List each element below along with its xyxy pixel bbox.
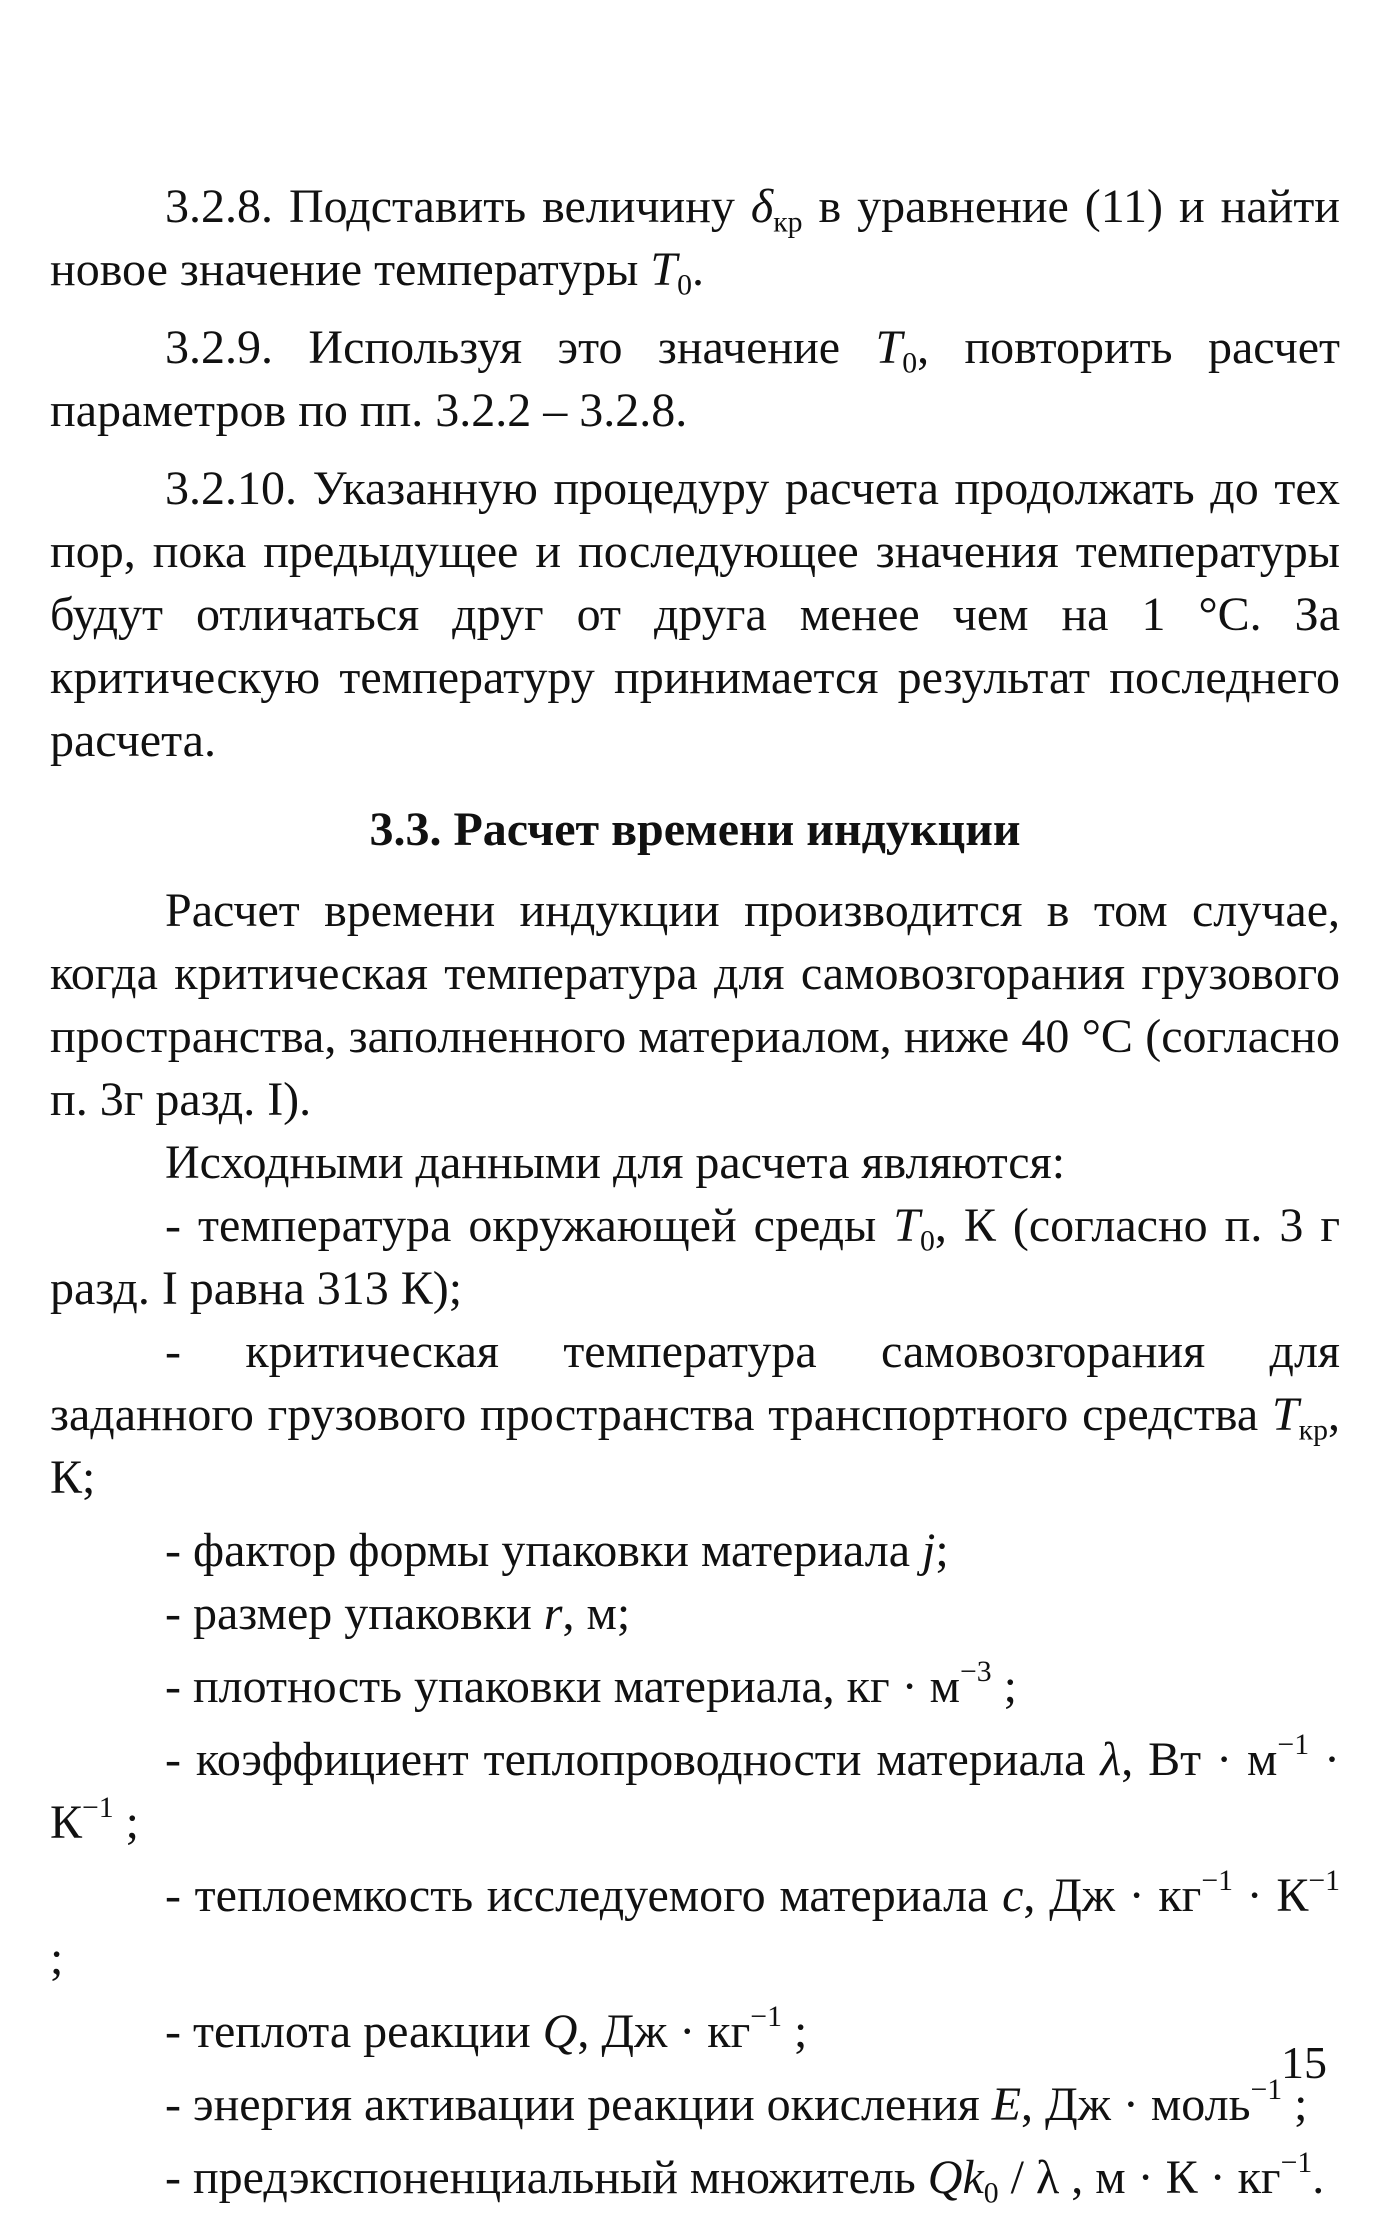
text: ; bbox=[50, 1932, 64, 1985]
text: ; bbox=[125, 1796, 140, 1849]
text: - температура окружающей среды bbox=[165, 1199, 877, 1252]
clause-number: 3.2.10. bbox=[165, 462, 297, 515]
subscript: 0 bbox=[920, 1224, 935, 1258]
paragraph-3-2-9 bbox=[50, 316, 1340, 442]
text: · К bbox=[1233, 1869, 1309, 1922]
text: , м; bbox=[562, 1587, 631, 1640]
text: , Дж · моль bbox=[1021, 2078, 1251, 2131]
text: ; bbox=[793, 2005, 808, 2058]
subscript: кр bbox=[773, 205, 803, 239]
section-intro: Расчет времени индукции производится в том случае, когда критическая температура для самовозгорания грузового пространства, заполненного материалом, ниже 40 °С (согласно п. 3г разд. I). bbox=[50, 884, 1340, 1126]
subscript: 0 bbox=[983, 2176, 999, 2210]
list-item bbox=[50, 1655, 1340, 1718]
text: Используя это значение bbox=[308, 321, 841, 374]
text: - плотность упаковки материала, кг · м bbox=[165, 1660, 960, 1713]
list-item bbox=[50, 1194, 1340, 1320]
symbol: T bbox=[1271, 1388, 1299, 1441]
text: . bbox=[1312, 2151, 1325, 2204]
text: Подставить величину bbox=[288, 180, 735, 233]
paragraph-3-2-10 bbox=[50, 457, 1340, 772]
text: ; bbox=[1294, 2078, 1308, 2131]
text: - критическая температура самовозгорания для заданного грузового пространства транспортного средства bbox=[50, 1325, 1340, 1441]
text: - фактор формы упаковки материала bbox=[165, 1524, 911, 1577]
text: - теплоемкость исследуемого материала bbox=[165, 1869, 989, 1922]
list-item bbox=[50, 2073, 1340, 2136]
symbol: c bbox=[1002, 1869, 1024, 1922]
text: - коэффициент теплопроводности материала bbox=[165, 1733, 1086, 1786]
list-item bbox=[50, 1864, 1340, 1990]
superscript: −1 bbox=[1280, 2146, 1313, 2180]
text: ; bbox=[1003, 1660, 1017, 1713]
subscript: кр bbox=[1298, 1413, 1329, 1447]
clause-number: 3.2.9. bbox=[165, 321, 273, 374]
symbol: Q bbox=[542, 2005, 578, 2058]
list-item bbox=[50, 2146, 1340, 2209]
text: · К bbox=[50, 1733, 1341, 1849]
text: , К (согласно п. 3 г разд. I равна 313 К); bbox=[50, 1199, 1341, 1315]
text: , Дж · кг bbox=[577, 2005, 751, 2058]
text: . bbox=[691, 243, 704, 296]
symbol: T bbox=[893, 1199, 920, 1252]
paragraph-3-2-8 bbox=[50, 175, 1340, 301]
text: , К; bbox=[50, 1388, 1341, 1504]
text: - размер упаковки bbox=[165, 1587, 532, 1640]
symbol: j bbox=[922, 1524, 936, 1577]
superscript: −1 bbox=[82, 1791, 114, 1825]
symbol: r bbox=[543, 1587, 563, 1640]
superscript: −1 bbox=[1308, 1864, 1341, 1898]
list-intro: Исходными данными для расчета являются: bbox=[165, 1136, 1066, 1189]
subscript: 0 bbox=[902, 346, 918, 380]
list-item bbox=[50, 1320, 1340, 1509]
superscript: −1 bbox=[1277, 1728, 1310, 1762]
symbol: E bbox=[991, 2078, 1022, 2131]
symbol-delta: δ bbox=[750, 180, 774, 233]
text: , Вт · м bbox=[1121, 1733, 1278, 1786]
text: , Дж · кг bbox=[1023, 1869, 1202, 1922]
text: / λ , м · К · кг bbox=[998, 2151, 1281, 2204]
text: ; bbox=[935, 1524, 949, 1577]
symbol-T: T bbox=[875, 321, 903, 374]
symbol: λ bbox=[1100, 1733, 1122, 1786]
superscript: −1 bbox=[1250, 2073, 1283, 2107]
text: - теплота реакции bbox=[165, 2005, 531, 2058]
symbol-T: T bbox=[650, 243, 678, 296]
text: - энергия активации реакции окисления bbox=[165, 2078, 980, 2131]
superscript: −1 bbox=[1201, 1864, 1233, 1898]
symbol: Qk bbox=[927, 2151, 984, 2204]
list-item bbox=[50, 1728, 1340, 1854]
page-number: 15 bbox=[1281, 2037, 1327, 2088]
clause-number: 3.2.8. bbox=[165, 180, 273, 233]
text: Указанную процедуру расчета продолжать до тех пор, пока предыдущее и последующее значения температуры будут отличаться друг от друга менее чем на 1 °С. За критическую температуру принимается результат последнего расчета. bbox=[50, 462, 1341, 767]
section-heading: 3.3. Расчет времени индукции bbox=[369, 803, 1021, 856]
list-item bbox=[50, 1519, 1340, 1582]
superscript: −3 bbox=[960, 1655, 992, 1689]
document-page bbox=[50, 175, 1340, 2209]
list-item bbox=[50, 2000, 1340, 2063]
superscript: −1 bbox=[750, 2000, 782, 2034]
subscript: 0 bbox=[677, 268, 692, 302]
text: - предэкспоненциальный множитель bbox=[165, 2151, 916, 2204]
text: в уравнение (11) и найти новое значение температуры bbox=[50, 180, 1340, 296]
list-item bbox=[50, 1582, 1340, 1645]
text: , повторить расчет параметров по пп. 3.2.2 – 3.2.8. bbox=[50, 321, 1341, 437]
